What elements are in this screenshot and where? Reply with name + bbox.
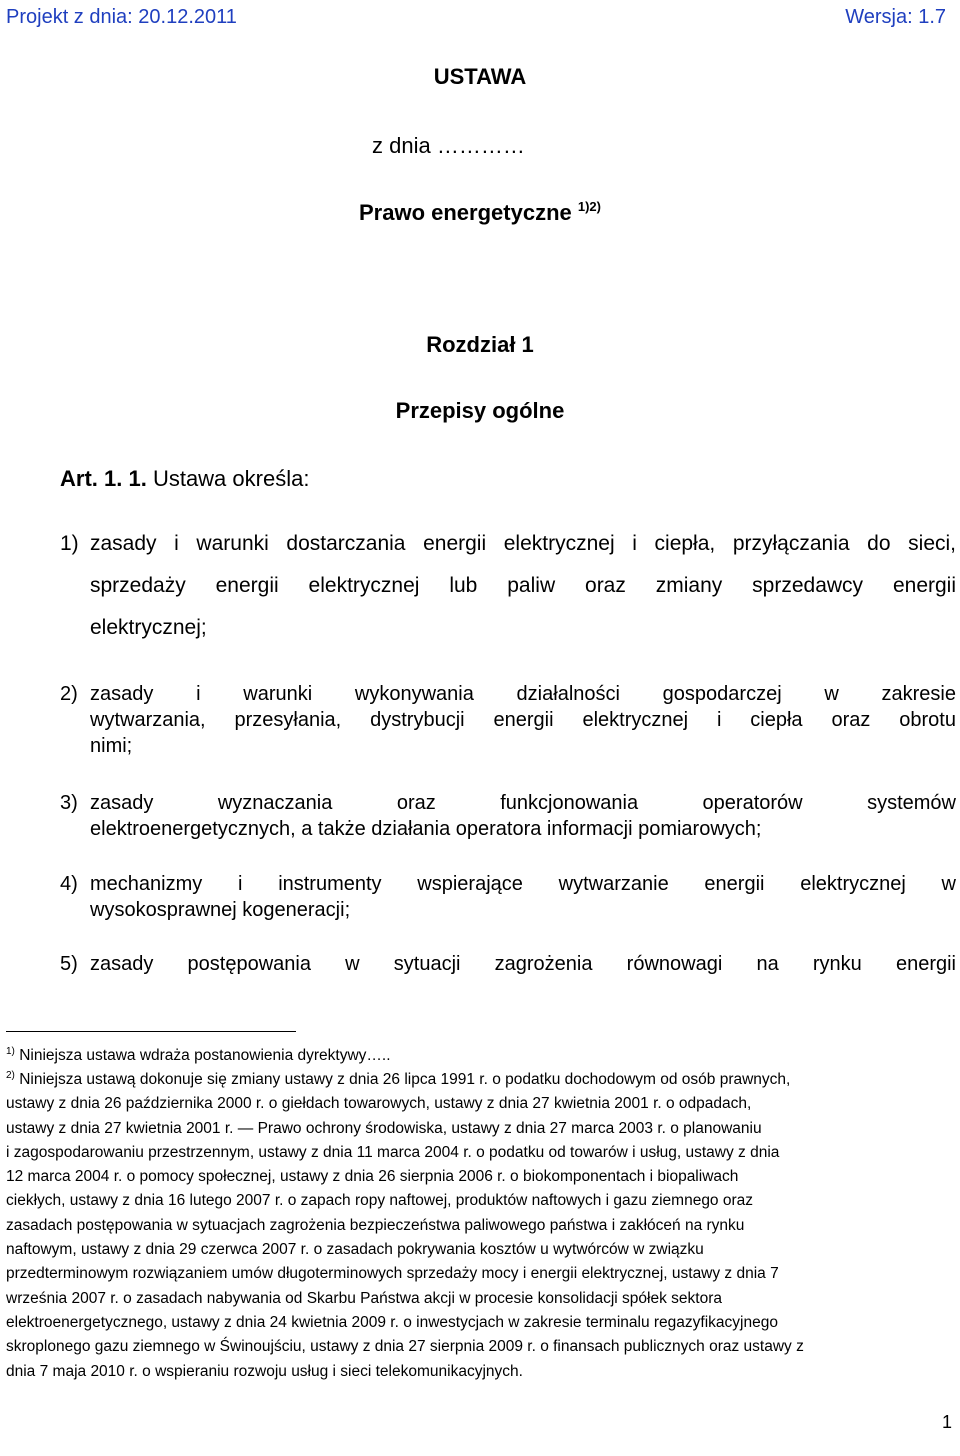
footnote-2	[6, 1064, 956, 1384]
list-item-line: elektrycznej;	[90, 616, 207, 639]
list-item-line: wysokosprawnej kogeneracji;	[90, 899, 351, 921]
footnote-2-line: i zagospodarowaniu przestrzennym, ustawy z dnia 11 marca 2004 r. o podatku od towarów i usług, ustawy z dnia	[6, 1143, 780, 1161]
footnote-2-line: 12 marca 2004 r. o pomocy społecznej, ustawy z dnia 26 sierpnia 2006 r. o biokomponentach i biopaliwach	[6, 1168, 739, 1186]
list-item	[60, 951, 956, 977]
footnote-2-line: naftowym, ustawy z dnia 29 czerwca 2007 r. o zasadach pokrywania kosztów u wytwórców w związku	[6, 1241, 704, 1259]
list-item-text	[90, 790, 956, 842]
act-title: USTAWA	[433, 64, 527, 89]
list-item	[60, 681, 956, 759]
article-label: Art. 1. 1.	[60, 466, 147, 491]
list-item-number: 4)	[60, 873, 78, 895]
list-item	[60, 790, 956, 842]
list-item-text	[90, 681, 956, 759]
list-item-line: mechanizmy i instrumenty wspierające wytwarzanie energii elektrycznej w	[90, 873, 956, 895]
footnote-2-line: ustawy z dnia 27 kwietnia 2001 r. — Prawo ochrony środowiska, ustawy z dnia 27 marca 2003 r. o planowaniu	[6, 1119, 762, 1137]
list-item-number: 2)	[60, 683, 78, 705]
footnote-2-line: ciekłych, ustawy z dnia 16 lutego 2007 r. o zapach ropy naftowej, produktów naftowych i gazu ziemnego oraz	[6, 1192, 754, 1210]
footnote-2-line: elektroenergetycznego, ustawy z dnia 24 kwietnia 2009 r. o inwestycjach w zakresie terminalu regazyfikacyjnego	[6, 1313, 778, 1331]
footnote-2-line: września 2007 r. o zasadach nabywania od Skarbu Państwa akcji w procesie konsolidacji spółek sektora	[6, 1289, 722, 1307]
act-name-footnote-ref: 1)2)	[577, 199, 601, 214]
list-item-text	[90, 951, 956, 977]
footnote-1-text: Niniejsza ustawa wdraża postanowienia dyrektywy…..	[19, 1047, 391, 1064]
chapter-number: Rozdział 1	[426, 332, 534, 357]
act-date: z dnia …………	[372, 133, 525, 158]
footnote-2-line: ustawy z dnia 26 października 2000 r. o giełdach towarowych, ustawy z dnia 27 kwietnia 2001 r. o odpadach,	[6, 1095, 752, 1113]
act-name-text: Prawo energetyczne	[359, 200, 572, 225]
list-item-number: 1)	[60, 532, 79, 555]
list-item	[60, 523, 956, 649]
footnote-2-line: dnia 7 maja 2010 r. o wspieraniu rozwoju usług i sieci telekomunikacyjnych.	[6, 1362, 523, 1380]
article-heading	[60, 466, 309, 492]
list-item-line: zasady i warunki dostarczania energii elektrycznej i ciepła, przyłączania do sieci,	[90, 532, 956, 555]
list-item-line: nimi;	[90, 735, 133, 757]
list-item-number: 5)	[60, 953, 78, 975]
header-project-date: Projekt z dnia: 20.12.2011	[6, 6, 237, 28]
chapter-title: Przepisy ogólne	[395, 398, 565, 423]
footnote-separator	[6, 1031, 296, 1032]
footnote-2-mark: 2)	[6, 1070, 15, 1081]
footnote-1-mark: 1)	[6, 1046, 15, 1057]
header-version: Wersja: 1.7	[845, 6, 946, 28]
list-item-line: elektroenergetycznych, a także działania operatora informacji pomiarowych;	[90, 818, 762, 840]
list-item-text	[90, 871, 956, 923]
list-item	[60, 871, 956, 923]
list-item-text	[90, 523, 956, 649]
footnote-2-line: Niniejsza ustawą dokonuje się zmiany ustawy z dnia 26 lipca 1991 r. o podatku dochodowym od osób prawnych,	[19, 1071, 791, 1088]
list-item-line: zasady postępowania w sytuacji zagrożenia równowagi na rynku energii	[90, 953, 956, 975]
footnote-2-line: skroplonego gazu ziemnego w Świnoujściu, ustawy z dnia 27 sierpnia 2009 r. o finansach publicznych oraz ustawy z	[6, 1338, 804, 1356]
list-item-line: zasady wyznaczania oraz funkcjonowania operatorów systemów	[90, 792, 956, 814]
footnote-2-line: przedterminowym rozwiązaniem umów długoterminowych sprzedaży mocy i energii elektrycznej, ustawy z dnia 7	[6, 1265, 779, 1283]
footnote-2-line: zasadach postępowania w sytuacjach zagrożenia bezpieczeństwa paliwowego państwa i zakłóceń na rynku	[6, 1216, 745, 1234]
page-number: 1	[941, 1412, 952, 1432]
list-item-line: zasady i warunki wykonywania działalności gospodarczej w zakresie	[90, 683, 956, 705]
list-item-line: wytwarzania, przesyłania, dystrybucji energii elektrycznej i ciepła oraz obrotu	[90, 709, 956, 731]
article-intro: Ustawa określa:	[152, 466, 310, 491]
list-item-line: sprzedaży energii elektrycznej lub paliw oraz zmiany sprzedawcy energii	[90, 574, 956, 597]
act-name	[0, 199, 960, 226]
list-item-number: 3)	[60, 792, 78, 814]
